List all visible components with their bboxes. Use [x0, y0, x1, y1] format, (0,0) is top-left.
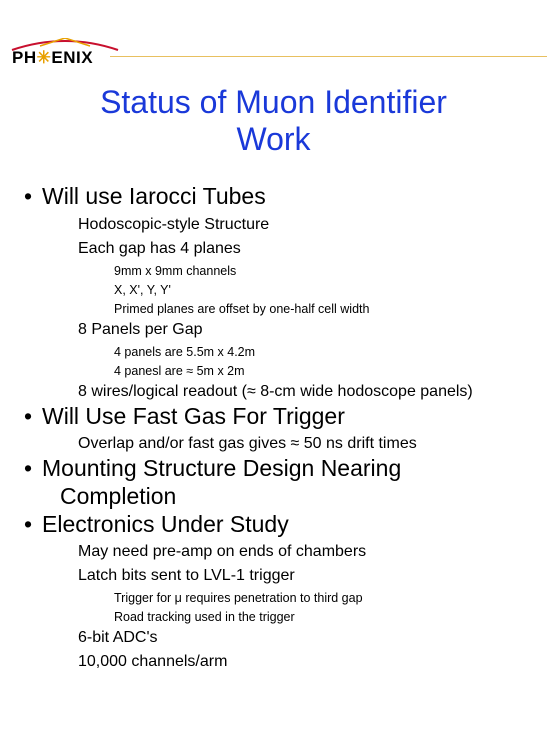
bullet-l3: Primed planes are offset by one-half cell width	[114, 302, 370, 316]
bullet-l1	[24, 455, 402, 482]
bullet-l2: 8 wires/logical readout (≈ 8-cm wide hodoscope panels)	[78, 383, 473, 400]
bullet-dot: •	[24, 183, 33, 209]
bullet-dot: •	[24, 455, 33, 481]
bullet-l2: 10,000 channels/arm	[78, 653, 228, 670]
bullet-l1	[24, 403, 345, 430]
logo-text-left: PH	[12, 48, 37, 67]
bullet-text: Will use Iarocci Tubes	[42, 183, 266, 209]
bullet-text: Electronics Under Study	[42, 511, 289, 537]
phenix-logo	[10, 38, 120, 68]
slide-title	[0, 84, 547, 158]
bullet-l3: Trigger for μ requires penetration to third gap	[114, 591, 363, 605]
bullet-l3: X, X', Y, Y'	[114, 283, 171, 297]
header-rule	[110, 56, 547, 57]
bullet-l3: 4 panesl are ≈ 5m x 2m	[114, 364, 245, 378]
bullet-dot: •	[24, 403, 33, 429]
bullet-l1	[24, 511, 289, 538]
bullet-l2: Latch bits sent to LVL-1 trigger	[78, 567, 295, 584]
bullet-text: Mounting Structure Design Nearing	[42, 455, 402, 481]
bullet-l3: 9mm x 9mm channels	[114, 264, 237, 278]
bullet-l2: 6-bit ADC's	[78, 629, 158, 646]
logo-text-right: ENIX	[51, 48, 94, 67]
bullet-l2: 8 Panels per Gap	[78, 321, 203, 338]
bullet-l3: Road tracking used in the trigger	[114, 610, 295, 624]
bullet-l2: Hodoscopic-style Structure	[78, 216, 270, 233]
bullet-text: Will Use Fast Gas For Trigger	[42, 403, 345, 429]
bullet-l3: 4 panels are 5.5m x 4.2m	[114, 345, 256, 359]
title-line-2: Work	[236, 121, 311, 157]
bullet-l1-continuation: Completion	[60, 483, 177, 509]
bullet-dot: •	[24, 511, 33, 537]
bullet-l2: Overlap and/or fast gas gives ≈ 50 ns drift times	[78, 435, 417, 452]
bullet-l2: May need pre-amp on ends of chambers	[78, 543, 367, 560]
bullet-l1	[24, 183, 266, 210]
bullet-l2: Each gap has 4 planes	[78, 240, 241, 257]
title-line-1: Status of Muon Identifier	[100, 84, 447, 120]
sun-icon: ✳	[36, 48, 52, 67]
logo-text	[12, 48, 93, 68]
